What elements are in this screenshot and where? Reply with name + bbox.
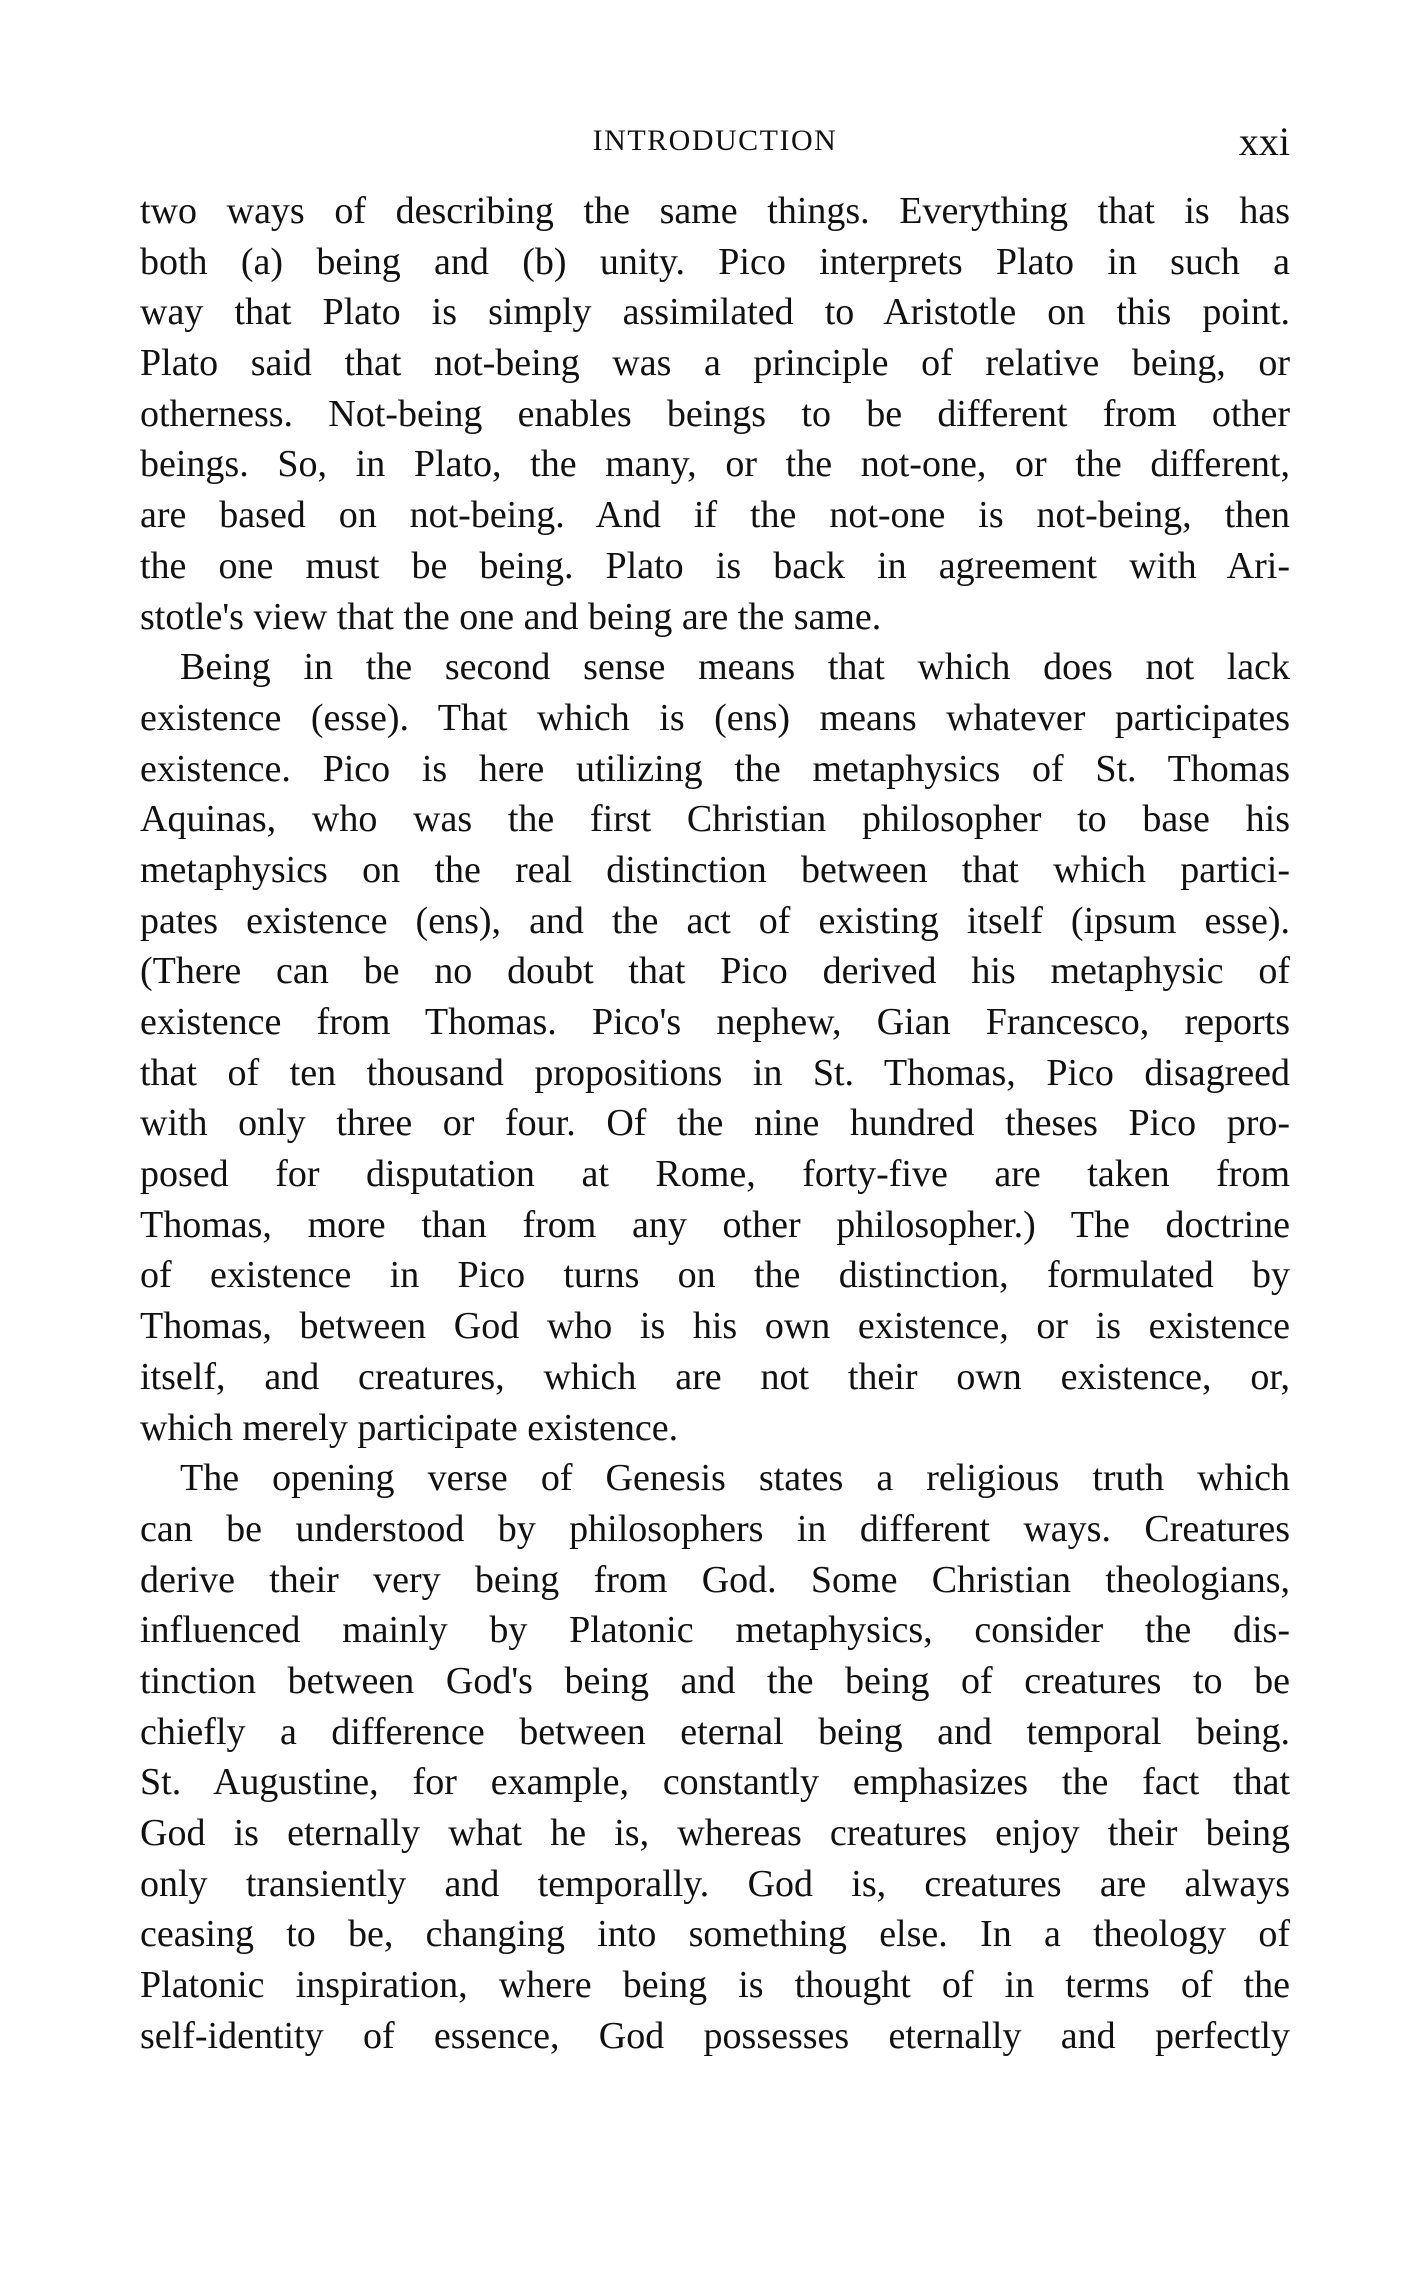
text-line: otherness. Not-being enables beings to be different from other [140, 392, 1290, 435]
text-line: can be understood by philosophers in different ways. Creatures [140, 1507, 1290, 1550]
text-line: existence from Thomas. Pico's nephew, Gian Francesco, reports [140, 1001, 1290, 1043]
text-line: chiefly a difference between eternal being and temporal being. [140, 1710, 1290, 1753]
paragraph [140, 1453, 1290, 2061]
text-line: Thomas, more than from any other philosopher.) The doctrine [140, 1203, 1290, 1246]
text-line: that of ten thousand propositions in St. Thomas, Pico disagreed [140, 1051, 1290, 1094]
text-line: influenced mainly by Platonic metaphysics, consider the dis- [140, 1609, 1290, 1652]
text-line: of existence in Pico turns on the distinction, formulated by [140, 1254, 1290, 1297]
paragraph [140, 642, 1290, 1453]
text-line: The opening verse of Genesis states a religious truth which [180, 1457, 1290, 1500]
text-line: derive their very being from God. Some Christian theologians, [140, 1558, 1290, 1601]
text-line: stotle's view that the one and being are the same. [140, 595, 882, 638]
text-line: Aquinas, who was the first Christian philosopher to base his [140, 798, 1290, 841]
running-head [140, 118, 1290, 166]
text-line: Platonic inspiration, where being is thought of in terms of the [140, 1964, 1290, 2007]
text-line: Thomas, between God who is his own existence, or is existence [140, 1305, 1290, 1348]
text-line: pates existence (ens), and the act of existing itself (ipsum esse). [140, 899, 1290, 942]
text-line: self-identity of essence, God possesses eternally and perfectly [140, 2014, 1290, 2057]
running-title: INTRODUCTION [592, 124, 838, 157]
text-line: both (a) being and (b) unity. Pico interprets Plato in such a [140, 240, 1290, 283]
text-line: ceasing to be, changing into something else. In a theology of [140, 1913, 1290, 1956]
text-line: tinction between God's being and the being of creatures to be [140, 1659, 1290, 1702]
text-line: St. Augustine, for example, constantly emphasizes the fact that [140, 1761, 1290, 1804]
text-line: metaphysics on the real distinction between that which partici- [140, 848, 1290, 891]
text-line: posed for disputation at Rome, forty-five are taken from [140, 1153, 1290, 1196]
text-line: are based on not-being. And if the not-one is not-being, then [140, 494, 1290, 537]
body-text [140, 186, 1290, 2061]
text-line: Plato said that not-being was a principle of relative being, or [140, 342, 1290, 385]
text-line: two ways of describing the same things. Everything that is has [140, 190, 1290, 232]
text-line: beings. So, in Plato, the many, or the not-one, or the different, [140, 443, 1290, 486]
text-line: (There can be no doubt that Pico derived his metaphysic of [140, 950, 1290, 993]
page-number: xxi [1238, 119, 1290, 164]
text-line: the one must be being. Plato is back in agreement with Ari- [140, 544, 1290, 587]
paragraph [140, 186, 1290, 642]
text-line: which merely participate existence. [140, 1406, 679, 1449]
text-line: way that Plato is simply assimilated to Aristotle on this point. [140, 291, 1290, 334]
text-line: with only three or four. Of the nine hundred theses Pico pro- [140, 1102, 1290, 1145]
text-line: Being in the second sense means that which does not lack [180, 646, 1290, 689]
text-line: existence (esse). That which is (ens) means whatever participates [140, 696, 1290, 739]
text-line: existence. Pico is here utilizing the metaphysics of St. Thomas [140, 747, 1290, 790]
text-line: God is eternally what he is, whereas creatures enjoy their being [140, 1812, 1290, 1854]
text-line: only transiently and temporally. God is, creatures are always [140, 1862, 1290, 1905]
text-line: itself, and creatures, which are not their own existence, or, [140, 1355, 1290, 1398]
